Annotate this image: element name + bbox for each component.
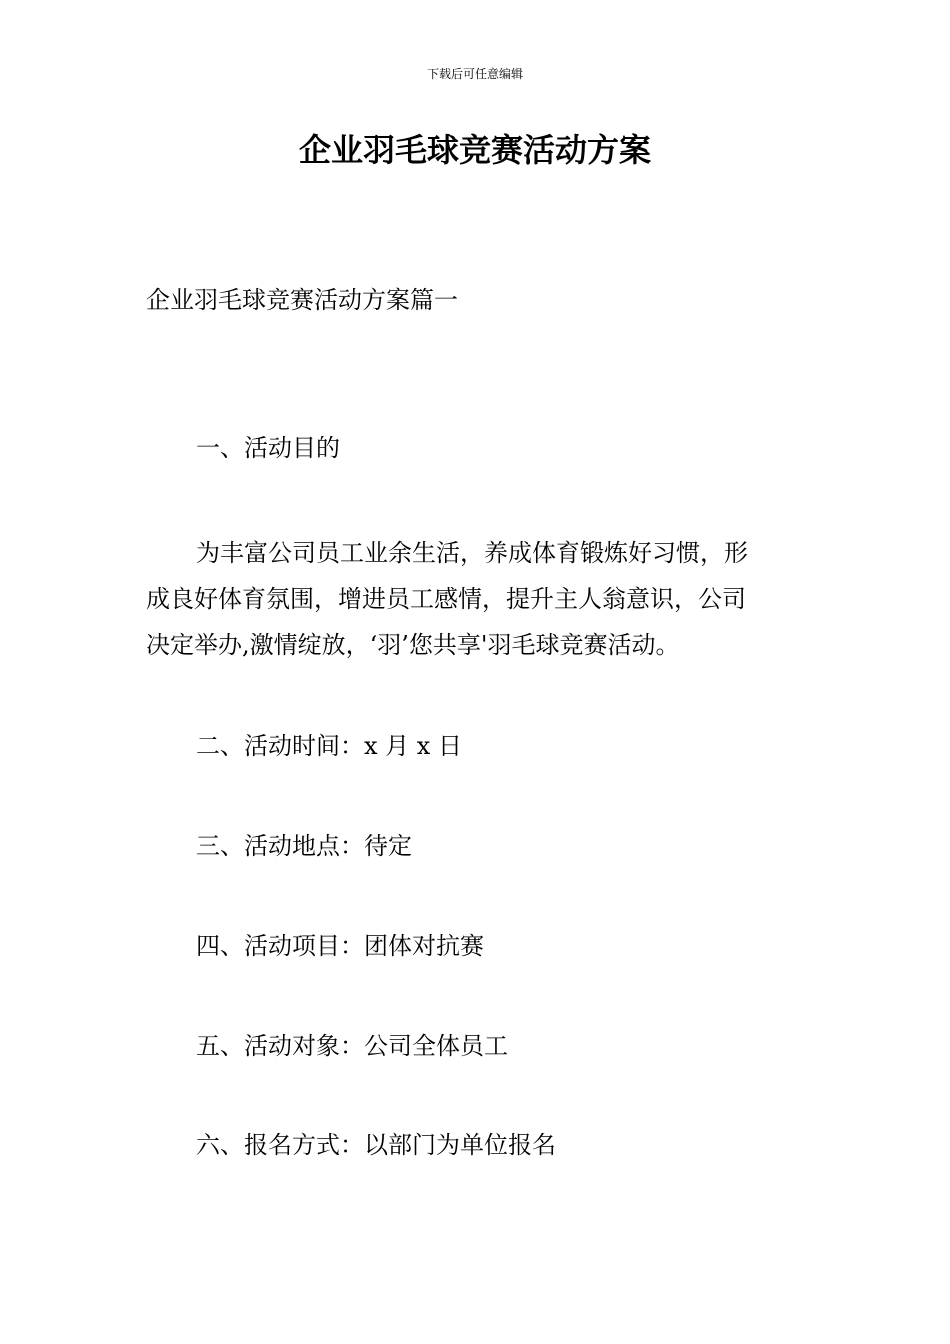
header-note: 下载后可任意编辑 [426,67,523,81]
document-subtitle: 企业羽毛球竞赛活动方案篇一 [146,286,458,314]
section-purpose-heading: 一、活动目的 [196,434,340,462]
purpose-line-3: 决定举办,激情绽放，‘羽’您共享'羽毛球竞赛活动。 [146,631,680,659]
purpose-line-2: 成良好体育氛围，增进员工感情，提升主人翁意识，公司 [146,585,746,613]
section-registration: 六、报名方式：以部门为单位报名 [196,1131,556,1159]
purpose-paragraph [146,530,806,668]
section-location: 三、活动地点：待定 [196,832,412,860]
purpose-line-1: 为丰富公司员工业余生活，养成体育锻炼好习惯，形 [196,539,748,567]
section-event: 四、活动项目：团体对抗赛 [196,932,484,960]
section-participants: 五、活动对象：公司全体员工 [196,1032,508,1060]
section-time: 二、活动时间：x 月 x 日 [196,732,462,760]
document-title: 企业羽毛球竞赛活动方案 [298,131,651,169]
